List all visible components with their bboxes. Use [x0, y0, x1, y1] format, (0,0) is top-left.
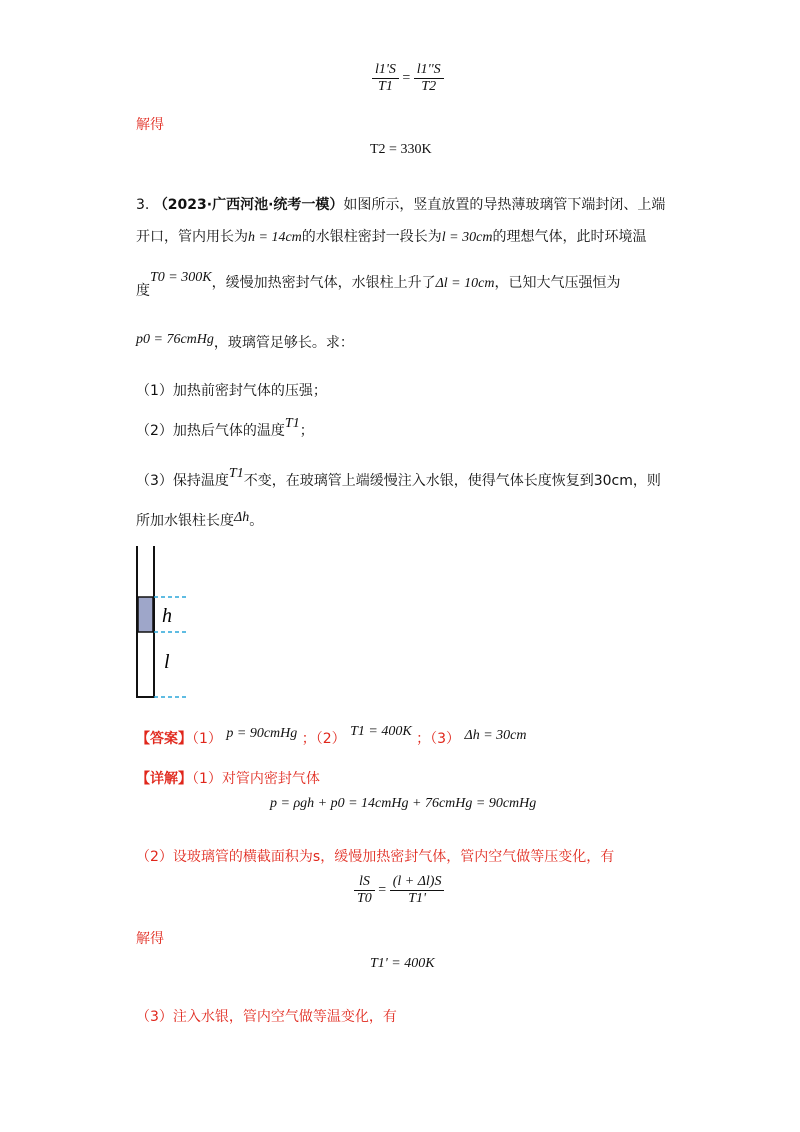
top-eq-left-den: T1 [378, 79, 393, 94]
eq2-right [390, 874, 445, 907]
q3-var: T1 [228, 466, 244, 481]
top-equation: $\frac{l1'S}{T1}$ = $\frac{l1''S}{T2}$ [372, 62, 444, 95]
question-3 [136, 466, 661, 490]
problem-line3-b: ，缓慢加热密封气体，水银柱上升了 [211, 275, 436, 291]
eq2-left-den: T0 [357, 891, 372, 906]
q3-text-a: （3）保持温度 [136, 473, 229, 489]
problem-source: （2023·广西河池·统考一模） [153, 197, 344, 213]
problem-line3-a: 度 [136, 283, 150, 299]
q3-text-d: 。 [249, 513, 264, 529]
answer-p1: （1） [192, 731, 222, 747]
detail-step-3: （3）注入水银，管内空气做等温变化，有 [136, 1009, 397, 1025]
detail-step-2: （2）设玻璃管的横截面积为s，缓慢加热密封气体，管内空气做等压变化，有 [136, 849, 615, 865]
l-expr: l = 30cm [441, 230, 493, 245]
answer-sep1: ；（2） [301, 731, 346, 747]
answer-line [136, 724, 527, 748]
solve-label-2: 解得 [136, 931, 164, 947]
top-eq-left [372, 62, 399, 95]
problem-line2-b: 的水银柱密封一段长为 [301, 229, 442, 245]
top-eq-right-num: l1''S [414, 62, 444, 79]
top-eq-right-den: T2 [421, 79, 437, 94]
t0-expr: T0 = 300K [150, 270, 212, 285]
problem-line-4 [136, 332, 354, 352]
question-3-cont [136, 510, 263, 530]
answer-tag: 【答案】 [136, 731, 192, 747]
answer-sep2: ；（3） [416, 731, 461, 747]
q3-var2: Δh [234, 510, 250, 525]
problem-line4-b: ，玻璃管足够长。求： [213, 335, 354, 351]
detail-tag: 【详解】 [136, 771, 192, 787]
eq2-right-num: (l + Δl)S [390, 874, 445, 891]
q2-var: T1 [284, 416, 300, 431]
solve-label-1: 解得 [136, 117, 164, 133]
p0-expr: p0 = 76cmHg [136, 332, 214, 347]
tube-figure [130, 540, 220, 704]
problem-line2-a: 开口，管内用长为 [136, 229, 248, 245]
detail-line-1 [136, 768, 320, 788]
q3-text-b: 不变，在玻璃管上端缓慢注入水银，使得气体长度恢复到30cm，则 [243, 473, 661, 489]
problem-intro: 如图所示，竖直放置的导热薄玻璃管下端封闭、上端 [343, 197, 666, 213]
eq2-right-den: T1' [408, 891, 426, 906]
label-l: l [164, 651, 170, 673]
h-expr: h = 14cm [248, 230, 302, 245]
answer-2: T1 = 400K [350, 724, 412, 739]
top-eq-right [414, 62, 444, 95]
mercury-column [138, 597, 153, 632]
dl-expr: Δl = 10cm [435, 276, 495, 291]
result-t2: T2 = 330K [370, 142, 432, 157]
q2-text: （2）加热后气体的温度 [136, 423, 285, 439]
detail-eq-2: $\frac{lS}{T0}$ = $\frac{(l + \Delta l)S}{T1'}$ [354, 874, 444, 907]
top-eq-left-num: l1'S [372, 62, 399, 79]
label-h: h [162, 605, 172, 627]
question-2 [136, 416, 314, 440]
eq2-left-num: lS [354, 874, 375, 891]
problem-line-1 [136, 194, 665, 214]
q2-end: ； [299, 423, 314, 439]
answer-1: p = 90cmHg [226, 726, 298, 741]
problem-line3-c: ，已知大气压强恒为 [494, 275, 621, 291]
detail-eq2-result: T1' = 400K [370, 956, 435, 971]
q3-text-c: 所加水银柱长度 [136, 513, 234, 529]
problem-line-2 [136, 226, 646, 246]
problem-line2-c: 的理想气体，此时环境温 [492, 229, 647, 245]
detail-step1: （1）对管内密封气体 [192, 771, 320, 787]
problem-line-3 [136, 270, 620, 300]
eq2-left [354, 874, 375, 907]
question-1: （1）加热前密封气体的压强； [136, 383, 327, 399]
answer-3: Δh = 30cm [464, 728, 527, 743]
problem-number: 3. [136, 197, 150, 213]
detail-eq-1: p = ρgh + p0 = 14cmHg + 76cmHg = 90cmHg [270, 796, 537, 811]
